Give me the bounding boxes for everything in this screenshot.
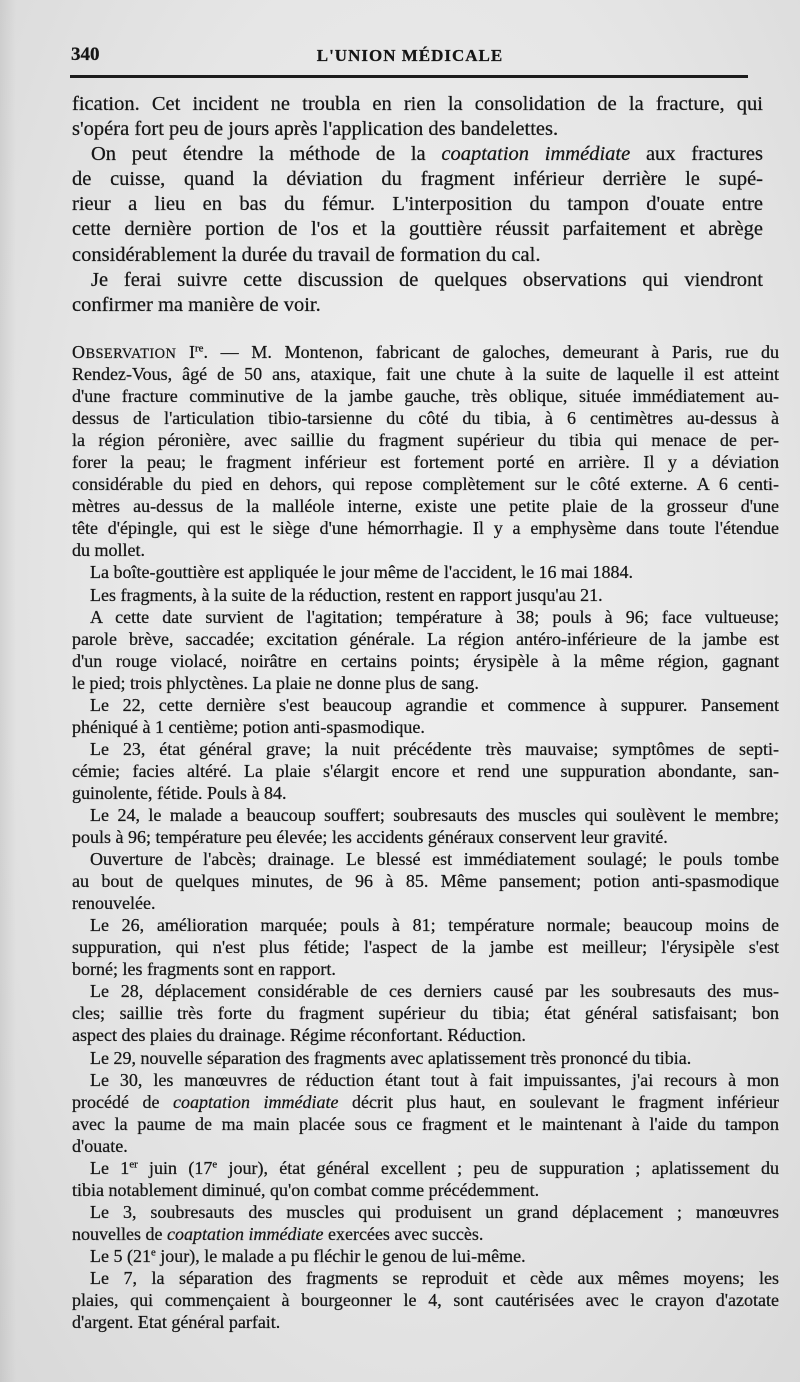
text-run: rieur a lieu en bas du fémur. L'interposition du tampon d'ouate entre xyxy=(72,193,763,216)
text-line-content xyxy=(90,915,779,935)
text-run: Le 7, la séparation des fragments se reproduit et cède aux mêmes moyens; les xyxy=(90,1267,779,1288)
text-run: Le 5 (21 xyxy=(90,1245,151,1266)
text-line-content xyxy=(72,1312,280,1332)
text-run: dessus de l'articulation tibio-tarsienne du côté du tibia, à 6 centimètres au-dessus à xyxy=(72,408,779,429)
text-line xyxy=(72,628,779,650)
text-run: d'ouate. xyxy=(72,1135,128,1156)
text-line-content xyxy=(72,827,668,847)
text-line-content xyxy=(72,540,145,560)
text-run: cles; saillie très forte du fragment supérieur du tibia; état général satisfaisant; bon xyxy=(72,1003,779,1024)
text-run: forer la peau; le fragment inférieur est fortement porté en arrière. Il y a déviation xyxy=(72,452,779,473)
text-line-content xyxy=(91,143,763,165)
text-run: jour), le malade a pu fléchir le genou de lui-même. xyxy=(155,1245,526,1266)
text-run: cette dernière portion de l'os et la gouttière réussit parfaitement et abrège xyxy=(72,218,763,241)
text-run: Le 24, le malade a beaucoup souffert; soubresauts des muscles qui soulèvent le membre; xyxy=(90,804,779,825)
observation-paragraph xyxy=(72,914,779,980)
text-run: fication. Cet incident ne troubla en rien la consolidation de la fracture, qui xyxy=(72,93,763,115)
observation-paragraph xyxy=(72,1267,779,1333)
text-line xyxy=(72,1201,779,1223)
text-run: la région péronière, avec saillie du fragment supérieur du tibia qui menace de per- xyxy=(72,430,779,451)
italic-term: coaptation immédiate xyxy=(166,1223,324,1244)
text-run: s'opéra fort peu de jours après l'application des bandelettes. xyxy=(72,118,559,141)
observation-paragraph xyxy=(72,738,779,804)
text-line xyxy=(72,760,779,782)
text-line xyxy=(72,1113,779,1135)
text-line-content xyxy=(72,717,425,737)
text-line xyxy=(72,1223,779,1245)
observation-paragraph xyxy=(72,584,779,606)
text-run: mètres au-dessus de la malléole interne, existe une petite plaie de la grosseur d'une xyxy=(72,496,779,517)
text-line-content xyxy=(72,893,155,913)
observation-paragraph xyxy=(72,1157,779,1201)
text-run: d'un rouge violacé, noirâtre en certains points; érysipèle à la même région, gagnant xyxy=(72,650,779,671)
discussion-paragraph xyxy=(72,268,763,318)
text-line xyxy=(72,1157,779,1179)
text-line xyxy=(72,385,779,407)
text-line xyxy=(72,268,763,293)
text-line-content xyxy=(90,695,779,715)
text-run: La boîte-gouttière est appliquée le jour même de l'accident, le 16 mai 1884. xyxy=(90,562,634,583)
text-run: Le 23, état général grave; la nuit précédente très mauvaise; symptômes de septi- xyxy=(90,738,779,759)
text-line-content xyxy=(72,937,779,957)
text-line xyxy=(72,473,779,495)
italic-term: coaptation immédiate xyxy=(173,1091,339,1112)
discussion-paragraph xyxy=(72,92,763,142)
observation-paragraph xyxy=(72,1245,779,1267)
text-run: phéniqué à 1 centième; potion anti-spasmodique. xyxy=(72,716,425,737)
text-run: borné; les fragments sont en rapport. xyxy=(72,959,336,980)
text-line xyxy=(72,826,779,848)
text-run: d'argent. Etat général parfait. xyxy=(72,1312,281,1333)
text-line-content xyxy=(72,168,763,190)
text-run: suppuration, qui n'est plus fétide; l'aspect de la jambe est meilleur; l'érysipèle s'est xyxy=(72,937,779,958)
text-line xyxy=(72,716,779,738)
text-line-content xyxy=(72,364,779,384)
observation-text xyxy=(72,341,779,1333)
text-line-content xyxy=(72,783,286,803)
text-line xyxy=(72,738,779,760)
text-run: A cette date survient de l'agitation; température à 38; pouls à 96; face vultueuse; xyxy=(90,606,779,627)
text-line-content xyxy=(72,871,779,891)
text-line-content xyxy=(72,193,763,215)
text-run: le pied; trois phlyctènes. La plaie ne donne plus de sang. xyxy=(72,672,479,693)
text-run: Ouverture de l'abcès; drainage. Le blessé est immédiatement soulagé; le pouls tombe xyxy=(90,849,779,870)
text-line xyxy=(72,293,763,318)
text-line-content xyxy=(72,218,763,240)
text-line xyxy=(72,1135,779,1157)
text-run: Le 22, cette dernière s'est beaucoup agrandie et commence à suppurer. Pansement xyxy=(90,694,779,715)
text-line-content xyxy=(72,452,779,472)
text-line xyxy=(72,1002,779,1024)
text-line xyxy=(72,804,779,826)
text-line-content xyxy=(72,1180,539,1200)
text-run: d'une fracture comminutive de la jambe gauche, très oblique, située immédiatement au- xyxy=(72,386,779,407)
text-run: considérablement la durée du travail de formation du cal. xyxy=(72,243,541,266)
text-line-content xyxy=(72,959,336,979)
text-line-content xyxy=(72,408,779,428)
text-line xyxy=(72,451,779,473)
text-run: Le 28, déplacement considérable de ces derniers causé par les soubresauts des mus- xyxy=(90,981,779,1002)
observation-paragraph xyxy=(72,848,779,914)
text-run: Le 26, amélioration marquée; pouls à 81; température normale; beaucoup moins de xyxy=(90,915,779,936)
text-line xyxy=(72,1047,779,1069)
text-line xyxy=(72,848,779,870)
text-line-content xyxy=(90,585,603,605)
text-line-content xyxy=(72,761,779,781)
text-run: renouvelée. xyxy=(72,893,156,914)
text-line xyxy=(72,341,779,363)
text-line xyxy=(72,1289,779,1311)
discussion-text xyxy=(72,92,763,318)
text-run: décrit plus haut, en soulevant le fragment inférieur xyxy=(338,1091,780,1112)
text-line xyxy=(72,561,779,583)
text-line-content xyxy=(90,607,779,627)
text-line xyxy=(72,192,763,217)
text-line xyxy=(72,782,779,804)
text-line-content xyxy=(72,1003,779,1023)
observation-paragraph xyxy=(72,1069,779,1157)
text-run: aux fractures xyxy=(630,143,763,166)
text-line-content xyxy=(72,1136,128,1156)
text-line-content xyxy=(72,244,540,266)
text-line xyxy=(72,672,779,694)
text-line-content xyxy=(90,1158,779,1178)
text-line xyxy=(72,1267,779,1289)
text-line xyxy=(72,870,779,892)
text-run: exercées avec succès. xyxy=(323,1223,484,1244)
text-run: jour), état général excellent ; peu de suppuration ; aplatissement du xyxy=(217,1157,779,1178)
text-line xyxy=(72,117,763,142)
text-line xyxy=(72,217,763,242)
text-run: tibia notablement diminué, qu'on combat comme précédemment. xyxy=(72,1179,540,1200)
text-line-content xyxy=(72,93,763,115)
text-line-content xyxy=(72,474,779,494)
text-line-content xyxy=(90,1246,526,1266)
text-line xyxy=(72,407,779,429)
page-number: 340 xyxy=(71,44,100,65)
text-line xyxy=(72,1091,779,1113)
text-line-content xyxy=(72,430,779,450)
text-line xyxy=(72,584,779,606)
text-line xyxy=(72,892,779,914)
text-run: Rendez-Vous, âgé de 50 ans, ataxique, fait une chute à la suite de laquelle il est atteint xyxy=(72,364,779,385)
text-run: Le 30, les manœuvres de réduction étant tout à fait impuissantes, j'ai recours à mon xyxy=(90,1069,779,1090)
observation-paragraph xyxy=(72,341,779,561)
text-run: considérable du pied en dehors, qui repose complètement sur le côté externe. A 6 centi- xyxy=(72,474,779,495)
text-run: Le 3, soubresauts des muscles qui produisent un grand déplacement ; manœuvres xyxy=(90,1201,779,1222)
text-run: Je ferai suivre cette discussion de quelques observations qui viendront xyxy=(91,268,763,291)
text-line-content xyxy=(72,673,479,693)
observation-paragraph xyxy=(72,694,779,738)
text-run: pouls à 96; température peu élevée; les accidents généraux conservent leur gravité. xyxy=(72,827,668,848)
text-run: avec la paume de ma main placée sous ce fragment et le maintenant à l'aide du tampon xyxy=(72,1113,779,1134)
text-line-content xyxy=(72,386,779,406)
text-line xyxy=(72,1311,779,1333)
text-line xyxy=(72,429,779,451)
text-line-content xyxy=(72,294,321,316)
text-line xyxy=(72,92,763,117)
text-run: Le 29, nouvelle séparation des fragments avec aplatissement très prononcé du tibia. xyxy=(90,1047,692,1068)
text-run: tête d'épingle, qui est le siège d'une hémorrhagie. Il y a emphysème dans toute l'étendue xyxy=(72,518,779,539)
text-line-content xyxy=(90,849,779,869)
observation-paragraph xyxy=(72,1201,779,1245)
observation-paragraph xyxy=(72,980,779,1046)
text-line-content xyxy=(90,562,633,582)
text-run: Les fragments, à la suite de la réduction, restent en rapport jusqu'au 21. xyxy=(90,584,603,605)
text-line-content xyxy=(72,1092,779,1112)
text-line-content xyxy=(90,1070,779,1090)
text-line-content xyxy=(72,1025,526,1045)
text-line xyxy=(72,936,779,958)
discussion-paragraph xyxy=(72,142,763,267)
observation-label: OBSERVATION xyxy=(72,342,177,362)
text-run: aspect des plaies du drainage. Régime réconfortant. Réduction. xyxy=(72,1025,526,1046)
text-line xyxy=(72,1069,779,1091)
text-line-content xyxy=(72,518,779,538)
text-run: au bout de quelques minutes, de 96 à 85. Même pansement; potion anti-spasmodique xyxy=(72,871,779,892)
superscript: er xyxy=(129,1158,138,1171)
text-line xyxy=(72,142,763,167)
text-line-content xyxy=(90,805,779,825)
text-line xyxy=(72,694,779,716)
text-line xyxy=(72,495,779,517)
text-line xyxy=(72,606,779,628)
text-run: procédé de xyxy=(72,1091,173,1112)
text-line xyxy=(72,539,779,561)
italic-term: coaptation immédiate xyxy=(441,143,631,166)
text-line-content xyxy=(90,739,779,759)
text-run: cémie; facies altéré. La plaie s'élargit encore et rend une suppuration abondante, san- xyxy=(72,760,779,781)
text-line xyxy=(72,650,779,672)
superscript: e xyxy=(212,1158,218,1171)
text-line-content xyxy=(72,342,779,362)
text-line-content xyxy=(72,118,558,140)
text-line xyxy=(72,363,779,385)
header-rule xyxy=(70,75,748,78)
text-run: I xyxy=(176,342,196,362)
superscript: e xyxy=(150,1246,156,1259)
text-run: . — M. Montenon, fabricant de galoches, demeurant à Paris, rue du xyxy=(203,342,780,362)
text-line xyxy=(72,914,779,936)
text-run: On peut étendre la méthode de la xyxy=(91,143,442,166)
text-line xyxy=(72,1245,779,1267)
observation-paragraph xyxy=(72,804,779,848)
superscript: re xyxy=(195,342,204,355)
text-line-content xyxy=(72,1114,779,1134)
text-line-content xyxy=(90,1048,691,1068)
text-line-content xyxy=(72,1224,483,1244)
text-line-content xyxy=(90,1268,779,1288)
text-line xyxy=(72,243,763,268)
text-run: guinolente, fétide. Pouls à 84. xyxy=(72,782,287,803)
text-line xyxy=(72,1179,779,1201)
text-line-content xyxy=(90,1202,779,1222)
text-line-content xyxy=(72,651,779,671)
observation-paragraph xyxy=(72,561,779,583)
text-run: plaies, qui commençaient à bourgeonner le 4, sont cautérisées avec le crayon d'azotate xyxy=(72,1290,779,1311)
text-line xyxy=(72,1024,779,1046)
observation-paragraph xyxy=(72,606,779,694)
text-run: de cuisse, quand la déviation du fragment inférieur derrière le supé- xyxy=(72,168,763,191)
text-line-content xyxy=(90,981,779,1001)
text-line-content xyxy=(91,269,763,291)
text-run: parole brève, saccadée; excitation générale. La région antéro-inférieure de la jambe est xyxy=(72,628,779,649)
text-line-content xyxy=(72,1290,779,1310)
text-run: Le 1 xyxy=(90,1157,130,1178)
text-run: juin (17 xyxy=(137,1157,213,1178)
text-run: nouvelles de xyxy=(72,1223,167,1244)
text-line xyxy=(72,958,779,980)
text-run: du mollet. xyxy=(72,540,145,561)
text-line-content xyxy=(72,629,779,649)
text-line xyxy=(72,167,763,192)
text-line xyxy=(72,517,779,539)
text-line-content xyxy=(72,496,779,516)
text-line xyxy=(72,980,779,1002)
text-run: confirmer ma manière de voir. xyxy=(72,293,321,316)
observation-paragraph xyxy=(72,1047,779,1069)
running-title: L'UNION MÉDICALE xyxy=(316,46,504,65)
